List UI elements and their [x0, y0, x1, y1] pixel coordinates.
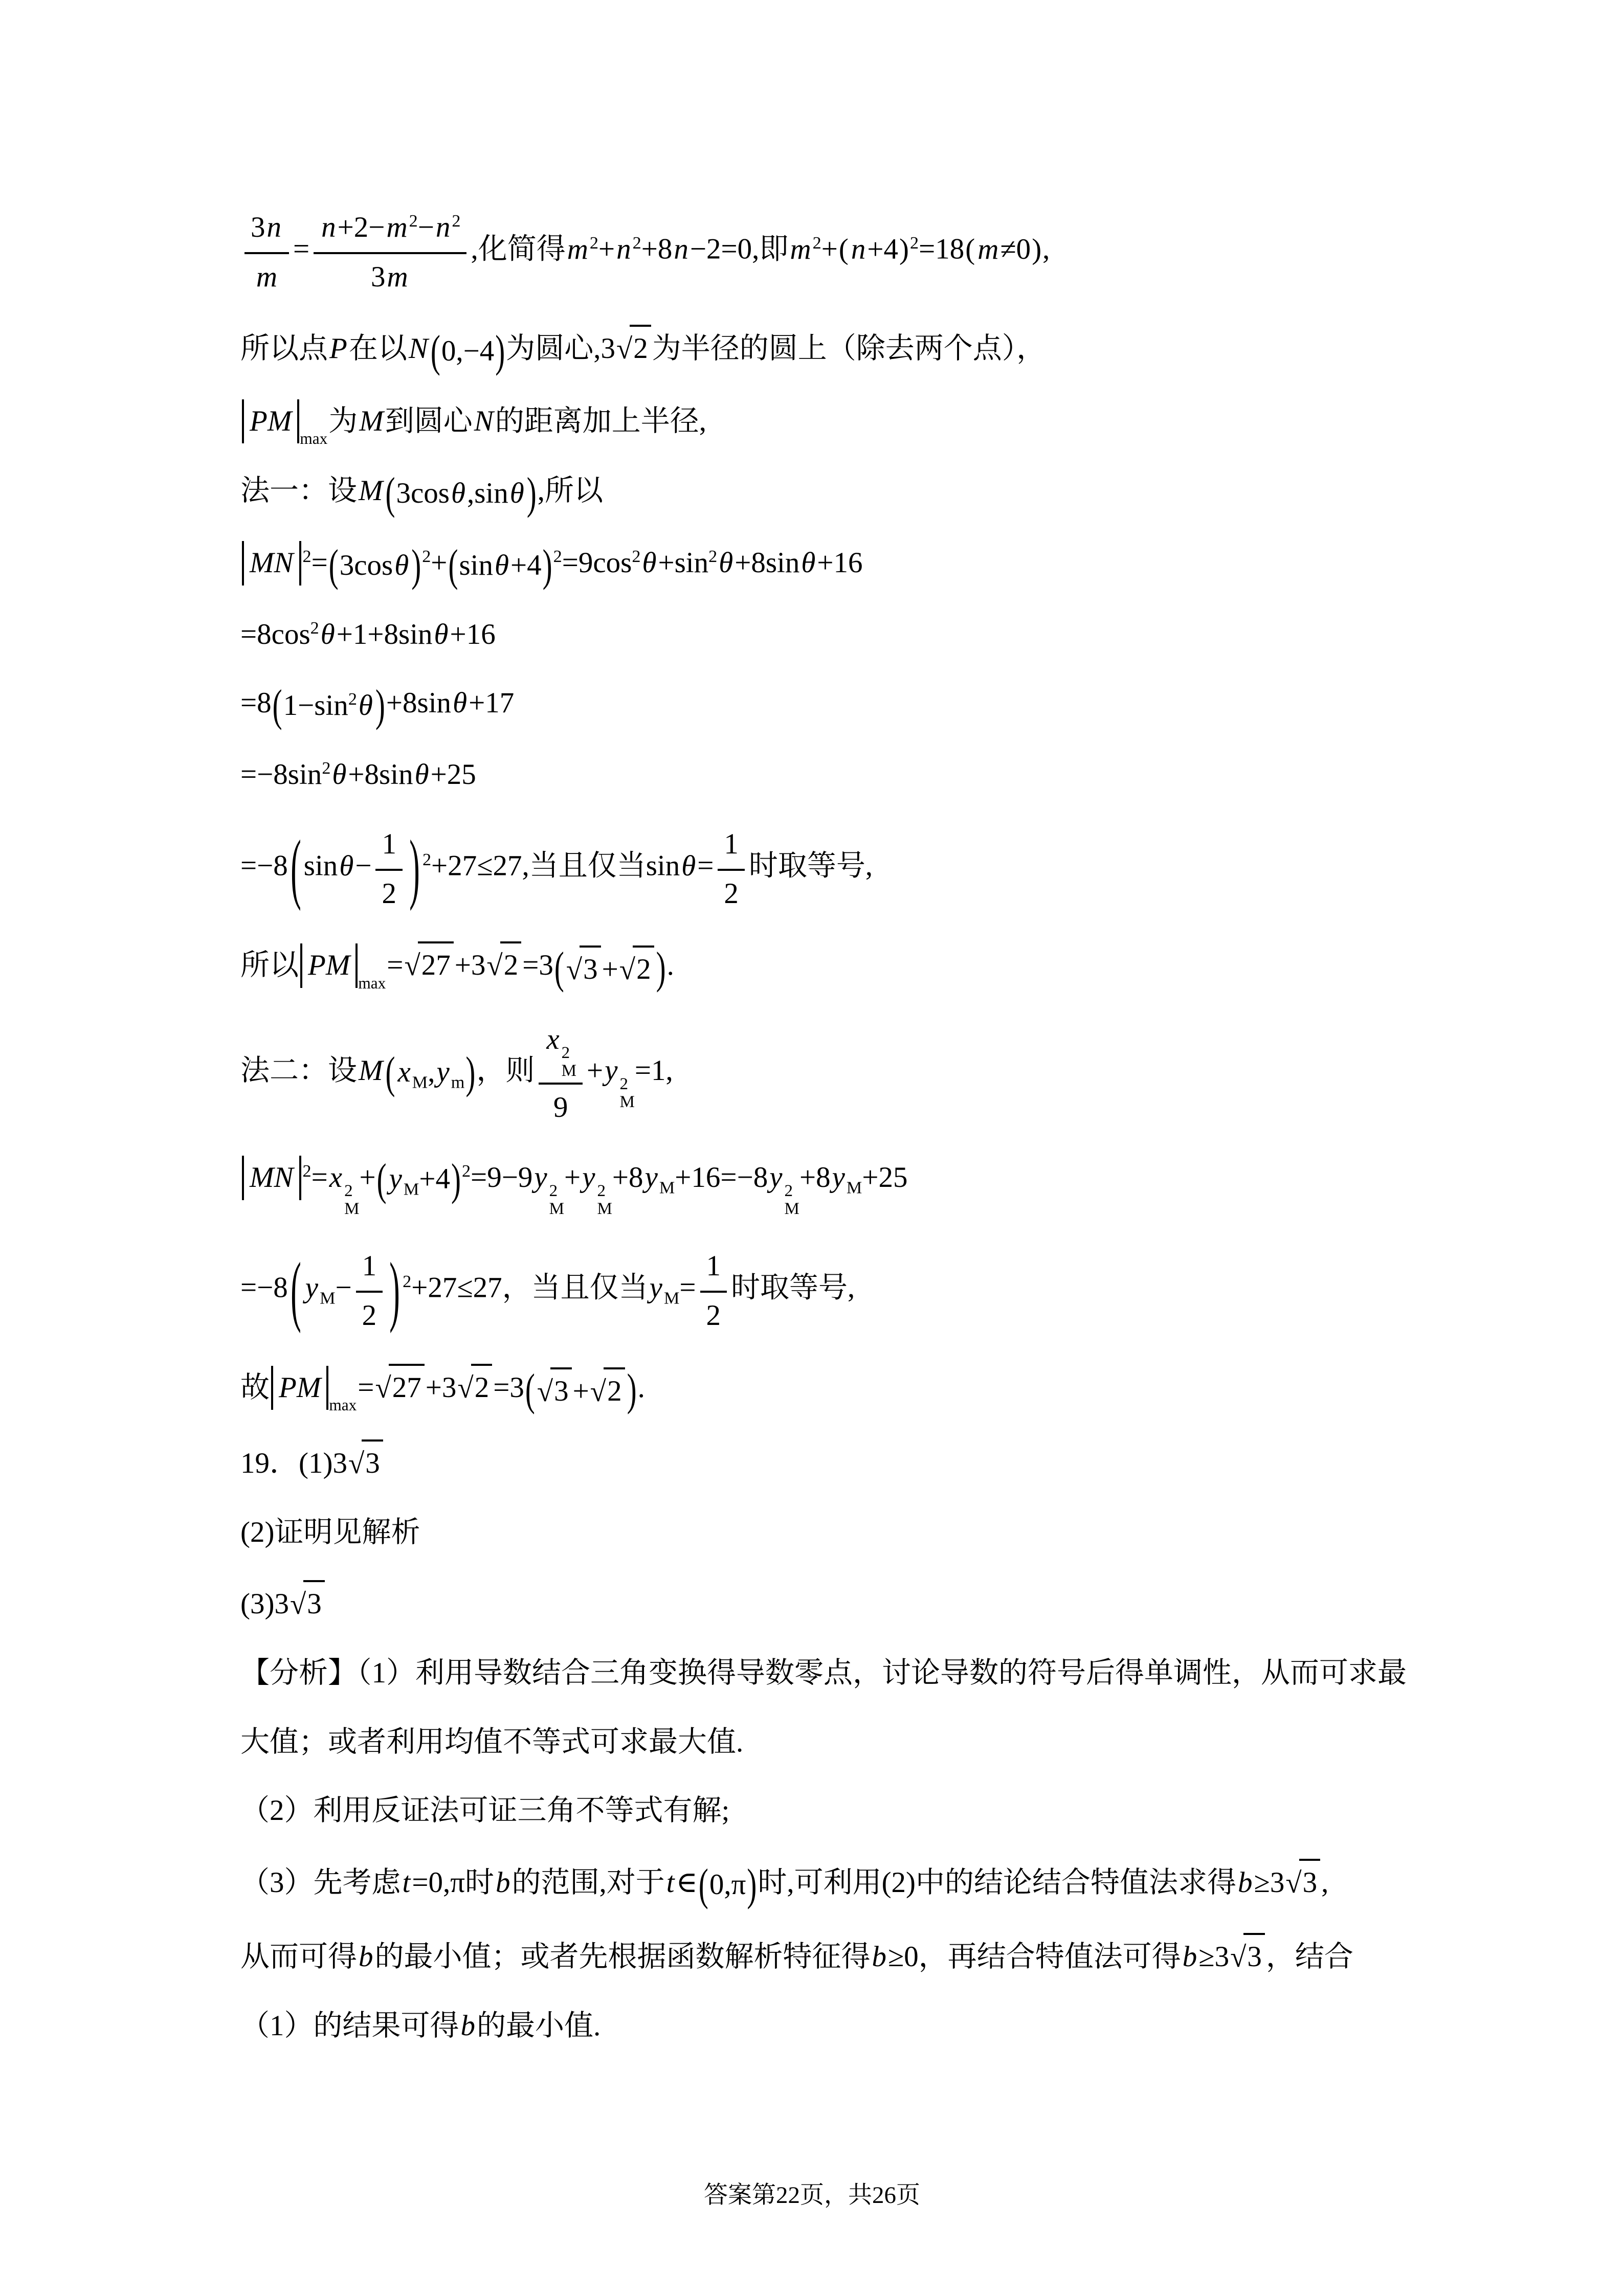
line-q19-ans2: (2)证明见解析 [240, 1516, 420, 1548]
radical: √2 [590, 1367, 625, 1413]
line-complete-square-theta: =−8 ( sinθ− $\frac{1}{2}$ ) $^2$+27≤27,当且仅当sinθ= $\frac{1}{2}$ 时取等号, [240, 822, 1430, 915]
line-method1-result: 所以 $PM_{max}=√27 +3√2 =3$ ( √3 +√2 ) . [240, 941, 1430, 991]
radical: √3 [1285, 1859, 1320, 1904]
line-step-one-minus-sin: =8 ( $1-\sin^2\theta$ ) +8sinθ+17 [240, 681, 515, 731]
absolute-value: PM [271, 1366, 328, 1410]
radical: √27 [404, 941, 453, 987]
radical: √2 [457, 1364, 492, 1409]
line-step-cos: $=8\cos^2\theta+1+8\sin\theta+16$ [240, 618, 496, 650]
line-analysis-3b: 从而可得b的最小值；或者先根据函数解析特征得b≥0，再结合特值法可得b≥3√3 ，结合 [240, 1933, 1430, 1978]
radical: √3 [290, 1580, 325, 1626]
line-q19-ans1: 19．(1)3√3 [240, 1439, 1430, 1485]
line-method2-result: 故 $PM_{max}=√27 +3√2 =3$ ( √3 +√2 ) . [240, 1364, 1430, 1413]
line-mn-squared-theta: MN $^2$= ( 3cosθ ) $^2$+ ( sinθ+4 ) $^2=9\cos^2\theta+\sin^2\theta+8\sin\theta+16$ [240, 541, 1430, 587]
line-analysis-3a: （3）先考虑t=0,π时b的范围,对于t∈ ( 0,π ) 时,可利用(2)中的结论结合特值法求得b≥3√3 , [240, 1859, 1430, 1906]
radical: √3 [348, 1439, 383, 1485]
radical: √27 [375, 1364, 424, 1409]
line-pm-max-meaning: $PM_{max}$为M到圆心N的距离加上半径, [240, 399, 1430, 444]
line-method1-setup: 法一：设M ( 3cosθ,sinθ ) ,所以 [240, 468, 603, 519]
radical: √2 [616, 325, 651, 370]
radical: √2 [486, 941, 521, 987]
line-analysis-1b: 大值；或者利用均值不等式可求最大值. [240, 1725, 744, 1758]
line-analysis-1a: 【分析】（1）利用导数结合三角变换得导数零点，讨论导数的符号后得单调性，从而可求最 [240, 1656, 1407, 1689]
line-q19-ans3: (3)3√3 [240, 1580, 1430, 1626]
page-footer: 答案第22页，共26页 [704, 2182, 920, 2209]
line-eq-simplify: $\frac{3n}{m}$ = $\frac{n+2-m^2-n^2}{3m}$ ,化简得$m^2+n^2+8n-2=0$,即$m^2+(n+4)^2=18(m\ne 0)$, [240, 206, 1430, 298]
radical: √3 [537, 1367, 572, 1413]
radical: √2 [619, 946, 654, 991]
absolute-value: MN [242, 541, 301, 586]
absolute-value: MN [242, 1156, 301, 1200]
line-circle-statement: 所以点P在以N ( 0,−4 ) 为圆心,3√2 为半径的圆上（除去两个点）， [240, 325, 1430, 372]
radical: √3 [1230, 1933, 1265, 1978]
answer-content [240, 206, 1430, 2047]
absolute-value: PM [300, 943, 358, 988]
absolute-value: PM [242, 399, 299, 444]
line-step-neg8sin: $=-8\sin^2\theta+8\sin\theta+25$ [240, 758, 476, 791]
line-method2-setup: 法二：设M ( $x_M,y_m$ ) ，则 x 2 M 9 +y 2 M =1, [240, 1018, 1430, 1129]
radical: √3 [566, 946, 601, 991]
line-complete-square-y: =−8 ( $y_M-$ $\frac{1}{2}$ ) $^2$+27≤27，当且仅当$y_M=$ $\frac{1}{2}$ 时取等号, [240, 1244, 1430, 1337]
line-analysis-2: （2）利用反证法可证三角不等式有解; [240, 1794, 730, 1827]
line-analysis-3c: （1）的结果可得b的最小值. [240, 2009, 601, 2042]
line-mn-squared-y: MN $^2$=x 2 M + ( $y_M+4$ ) $^2$=9−9y 2 M +y 2 M $+8y_M+16=-8y$ 2 M $+8y_M+25$ [240, 1156, 1430, 1218]
